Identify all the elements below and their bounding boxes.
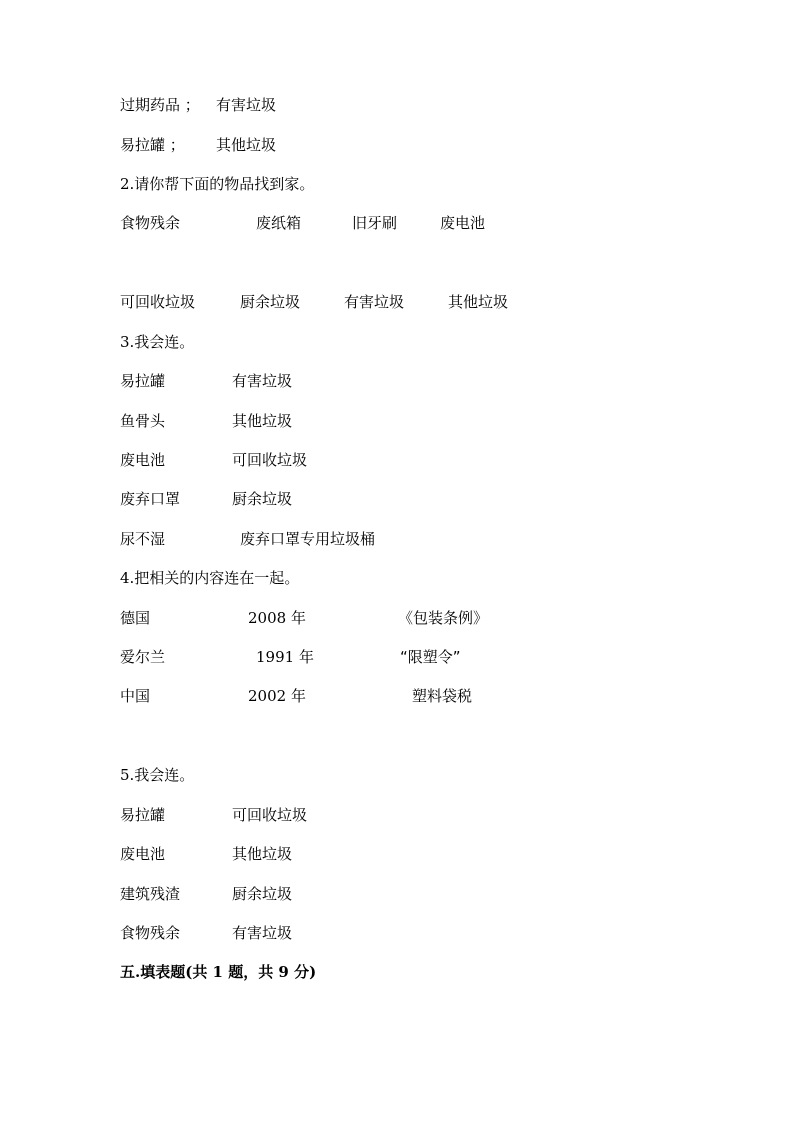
question-3-title: 3.我会连。 — [120, 333, 195, 351]
q3-left: 废弃口罩 — [120, 490, 181, 508]
q4-year: 2002 年 — [248, 687, 306, 705]
q4-year: 1991 年 — [256, 648, 314, 666]
q4-year: 2008 年 — [248, 609, 306, 627]
q3-right: 其他垃圾 — [232, 412, 293, 430]
q4-law: 《包装条例》 — [398, 609, 489, 627]
question-5-title: 5.我会连。 — [120, 766, 195, 784]
q5-left: 废电池 — [120, 845, 166, 863]
q2-bin: 可回收垃圾 — [120, 293, 196, 311]
q2-item: 食物残余 — [120, 214, 181, 232]
q5-right: 其他垃圾 — [232, 845, 293, 863]
q5-left: 建筑残渣 — [120, 885, 181, 903]
answer-text: 其他垃圾 — [216, 136, 277, 154]
question-4-title: 4.把相关的内容连在一起。 — [120, 569, 300, 587]
q5-right: 厨余垃圾 — [232, 885, 293, 903]
q3-left: 鱼骨头 — [120, 412, 166, 430]
q3-right: 废弃口罩专用垃圾桶 — [240, 530, 376, 548]
item-text: 易拉罐 ； — [120, 136, 185, 154]
q3-left: 尿不湿 — [120, 530, 166, 548]
section-heading: 五.填表题(共 1 题，共 9 分) — [120, 963, 317, 981]
q3-left: 易拉罐 — [120, 372, 166, 390]
q2-bin: 有害垃圾 — [344, 293, 405, 311]
q4-country: 中国 — [120, 687, 151, 705]
q4-law: 塑料袋税 — [412, 687, 473, 705]
q5-left: 易拉罐 — [120, 806, 166, 824]
answer-text: 有害垃圾 — [216, 96, 277, 114]
q2-bin: 厨余垃圾 — [240, 293, 301, 311]
q5-right: 有害垃圾 — [232, 924, 293, 942]
question-2-title: 2.请你帮下面的物品找到家。 — [120, 175, 315, 193]
q2-item: 废纸箱 — [256, 214, 302, 232]
q2-item: 旧牙刷 — [352, 214, 398, 232]
q4-country: 爱尔兰 — [120, 648, 166, 666]
q5-right: 可回收垃圾 — [232, 806, 308, 824]
q3-left: 废电池 — [120, 451, 166, 469]
q3-right: 厨余垃圾 — [232, 490, 293, 508]
q3-right: 有害垃圾 — [232, 372, 293, 390]
q4-country: 德国 — [120, 609, 151, 627]
item-text: 过期药品 ； — [120, 96, 200, 114]
q3-right: 可回收垃圾 — [232, 451, 308, 469]
q5-left: 食物残余 — [120, 924, 181, 942]
q2-item: 废电池 — [440, 214, 486, 232]
q4-law: “限塑令” — [400, 648, 461, 666]
q2-bin: 其他垃圾 — [448, 293, 509, 311]
